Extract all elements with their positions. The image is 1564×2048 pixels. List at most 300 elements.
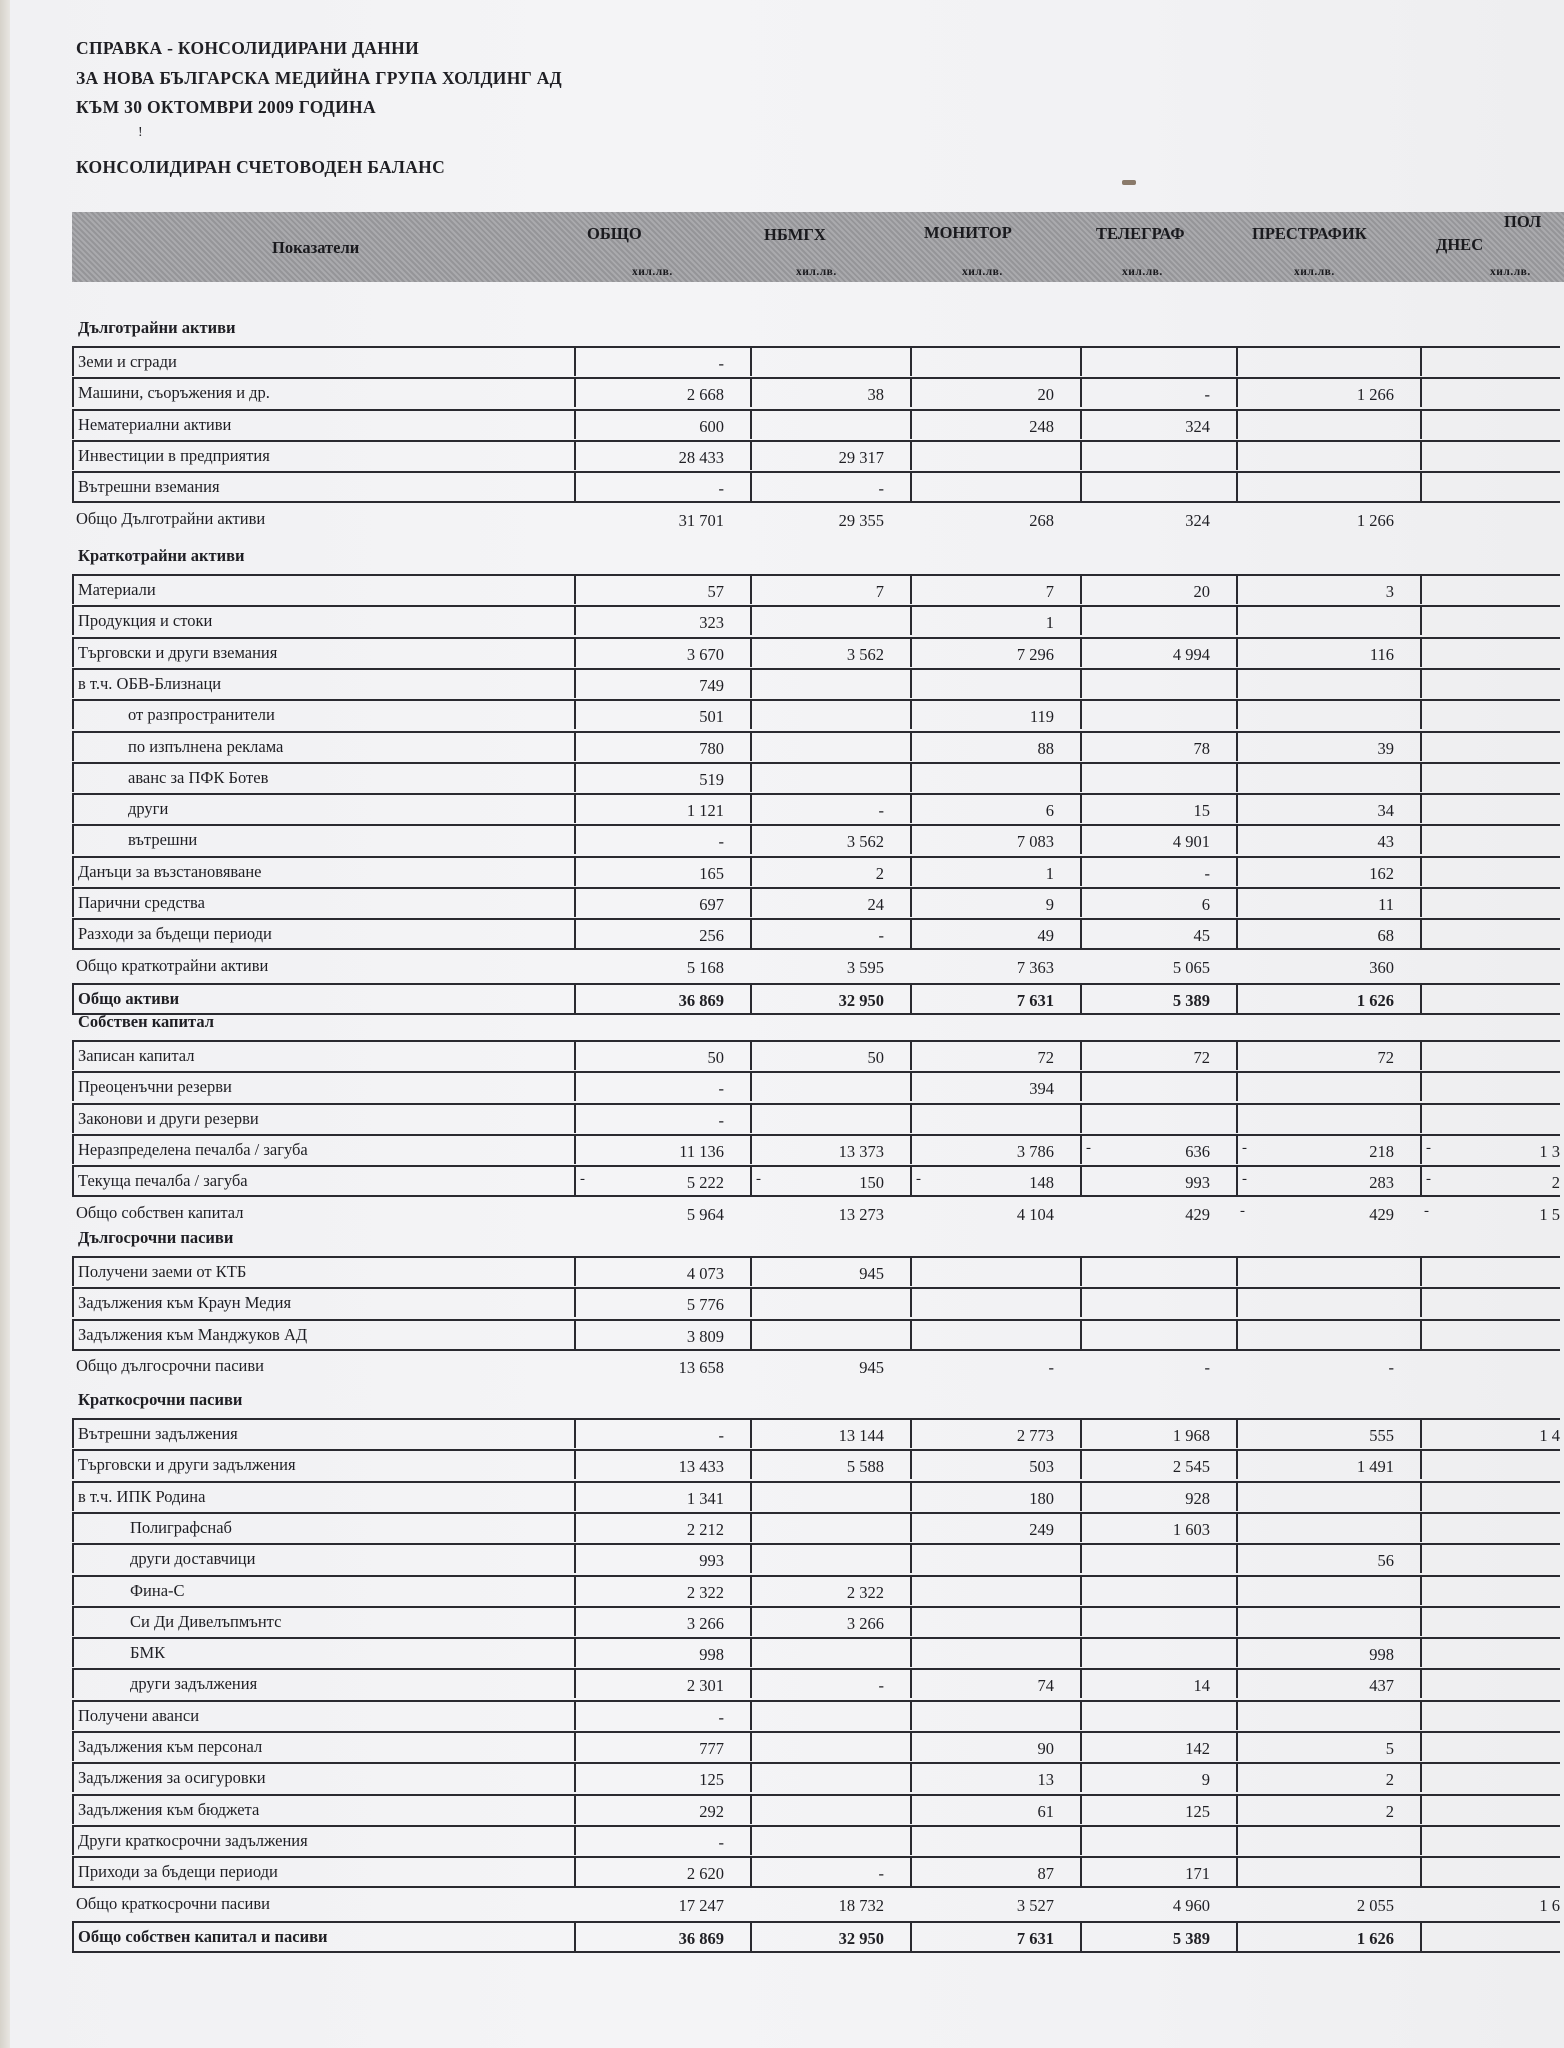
cell-value: 3 266 xyxy=(686,1613,724,1633)
cell-col-0 xyxy=(574,605,750,635)
cell-col-0 xyxy=(574,1512,750,1542)
cell-col-5 xyxy=(1420,824,1560,854)
cell-col-1 xyxy=(750,1794,910,1824)
cell-value: 18 732 xyxy=(838,1895,884,1915)
row-label: Общо дългосрочни пасиви xyxy=(76,1355,264,1375)
header-unit-prestrafik: хил.лв. xyxy=(1294,266,1335,278)
cell-value: 1 341 xyxy=(686,1488,724,1508)
cell-col-0 xyxy=(574,731,750,761)
cell-col-2 xyxy=(910,1890,1080,1920)
cell-col-5 xyxy=(1420,409,1560,439)
cell-col-1 xyxy=(750,856,910,886)
cell-col-0 xyxy=(574,1134,750,1164)
cell-value: 3 527 xyxy=(1016,1895,1054,1915)
cell-col-5 xyxy=(1420,1512,1560,1542)
row-label: Задължения към Краун Медия xyxy=(72,1287,574,1317)
cell-col-2 xyxy=(910,1319,1080,1351)
cell-col-1 xyxy=(750,1762,910,1792)
negative-sign: - xyxy=(756,1171,761,1188)
cell-col-2 xyxy=(910,762,1080,792)
cell-col-5 xyxy=(1420,731,1560,761)
cell-col-1 xyxy=(750,1256,910,1286)
row-label: в т.ч. ОБВ-Близнаци xyxy=(72,668,574,698)
cell-value: 2 773 xyxy=(1016,1426,1054,1445)
header-col-pol: ПОЛ xyxy=(1504,212,1542,231)
cell-col-3 xyxy=(1080,1543,1236,1573)
cell-value: 5 168 xyxy=(686,957,724,977)
header-col-dnes: ДНЕС xyxy=(1436,235,1484,254)
cell-col-2 xyxy=(910,1418,1080,1448)
row-label: други xyxy=(72,793,574,823)
cell-col-4 xyxy=(1236,1825,1420,1855)
cell-col-1 xyxy=(750,699,910,729)
cell-value: 749 xyxy=(699,675,724,695)
cell-value: 5 588 xyxy=(846,1457,884,1477)
cell-col-3 xyxy=(1080,918,1236,950)
cell-col-0 xyxy=(574,1668,750,1698)
cell-value: 1 968 xyxy=(1172,1426,1210,1445)
cell-col-2 xyxy=(910,793,1080,823)
row-label: Търговски и други вземания xyxy=(72,637,574,667)
cell-value: 7 631 xyxy=(1016,1928,1054,1948)
cell-col-5 xyxy=(1420,1071,1560,1101)
pen-mark: ! xyxy=(138,125,143,140)
cell-value: 13 144 xyxy=(838,1426,884,1445)
cell-value: 17 247 xyxy=(678,1895,724,1915)
cell-col-2 xyxy=(910,1199,1080,1229)
cell-value: 28 433 xyxy=(678,447,724,467)
cell-col-2 xyxy=(910,824,1080,854)
cell-col-3 xyxy=(1080,1512,1236,1542)
cell-col-5 xyxy=(1420,1481,1560,1511)
cell-col-2 xyxy=(910,1825,1080,1855)
header-unit-monitor: хил.лв. xyxy=(962,266,1003,278)
cell-value: 501 xyxy=(699,707,724,727)
cell-col-1 xyxy=(750,346,910,376)
cell-col-5 xyxy=(1420,1668,1560,1698)
cell-value: 993 xyxy=(1185,1173,1210,1193)
cell-col-3 xyxy=(1080,1794,1236,1824)
document-title-line-3: КЪМ 30 ОКТОМВРИ 2009 ГОДИНА xyxy=(76,97,376,117)
cell-col-4 xyxy=(1236,983,1420,1015)
cell-col-1 xyxy=(750,1700,910,1730)
cell-value: 2 668 xyxy=(686,385,724,405)
cell-value: 13 373 xyxy=(838,1141,884,1161)
cell-col-1 xyxy=(750,1668,910,1698)
cell-col-2 xyxy=(910,637,1080,667)
row-label: Нематериални активи xyxy=(72,409,574,439)
cell-col-3 xyxy=(1080,1199,1236,1229)
cell-col-2 xyxy=(910,471,1080,503)
cell-col-1 xyxy=(750,637,910,667)
cell-col-2 xyxy=(910,1794,1080,1824)
cell-col-2 xyxy=(910,1921,1080,1953)
cell-col-4 xyxy=(1236,824,1420,854)
cell-value: 68 xyxy=(1377,926,1394,946)
cell-value: 3 xyxy=(1385,582,1394,601)
cell-col-3 xyxy=(1080,1103,1236,1133)
cell-col-4 xyxy=(1236,1762,1420,1792)
cell-value: - xyxy=(1388,1357,1394,1377)
cell-col-4 xyxy=(1236,887,1420,917)
cell-col-0 xyxy=(574,887,750,917)
cell-col-1 xyxy=(750,918,910,950)
cell-col-5 xyxy=(1420,1921,1560,1953)
row-label: Задължения към Манджуков АД xyxy=(72,1319,574,1351)
cell-col-3 xyxy=(1080,1668,1236,1698)
cell-col-4 xyxy=(1236,731,1420,761)
cell-col-4 xyxy=(1236,1319,1420,1351)
cell-col-3 xyxy=(1080,952,1236,982)
cell-value: 3 266 xyxy=(846,1613,884,1633)
cell-value: 3 786 xyxy=(1016,1141,1054,1161)
cell-value: 1 266 xyxy=(1356,510,1394,530)
cell-col-4 xyxy=(1236,918,1420,950)
cell-col-2 xyxy=(910,1481,1080,1511)
cell-col-1 xyxy=(750,1481,910,1511)
cell-col-2 xyxy=(910,668,1080,698)
cell-col-0 xyxy=(574,440,750,470)
cell-value: 1 626 xyxy=(1356,1928,1394,1948)
cell-value: 1 603 xyxy=(1172,1519,1210,1539)
section-heading: Собствен капитал xyxy=(78,1012,214,1031)
cell-col-0 xyxy=(574,1040,750,1070)
row-label: Си Ди Дивелъпмънтс xyxy=(72,1606,574,1636)
cell-col-1 xyxy=(750,471,910,503)
header-col-telegraf: ТЕЛЕГРАФ xyxy=(1096,224,1185,243)
cell-col-3 xyxy=(1080,605,1236,635)
cell-col-3 xyxy=(1080,1731,1236,1761)
cell-col-4 xyxy=(1236,605,1420,635)
row-label: Полиграфснаб xyxy=(72,1512,574,1542)
cell-col-4 xyxy=(1236,1449,1420,1479)
cell-value: - xyxy=(718,1707,724,1727)
cell-col-2 xyxy=(910,1543,1080,1573)
cell-value: 998 xyxy=(1369,1645,1394,1665)
row-label: Задължения към персонал xyxy=(72,1731,574,1761)
cell-col-0 xyxy=(574,918,750,950)
cell-col-0 xyxy=(574,1449,750,1479)
cell-col-5 xyxy=(1420,952,1560,982)
row-label: Вътрешни задължения xyxy=(72,1418,574,1448)
cell-value: - xyxy=(718,1110,724,1130)
cell-value: 29 317 xyxy=(838,447,884,467)
cell-value: 20 xyxy=(1193,582,1210,601)
cell-col-2 xyxy=(910,731,1080,761)
cell-value: 292 xyxy=(699,1801,724,1821)
cell-value: 45 xyxy=(1193,926,1210,946)
cell-col-0 xyxy=(574,505,750,535)
cell-value: 29 355 xyxy=(838,510,884,530)
cell-col-0 xyxy=(574,1481,750,1511)
cell-col-0 xyxy=(574,668,750,698)
cell-value: 1 3 xyxy=(1539,1141,1560,1161)
cell-col-5 xyxy=(1420,1449,1560,1479)
cell-col-5 xyxy=(1420,1606,1560,1636)
cell-value: 32 950 xyxy=(838,1928,884,1948)
cell-col-3 xyxy=(1080,637,1236,667)
cell-col-2 xyxy=(910,1512,1080,1542)
cell-col-5 xyxy=(1420,1256,1560,1286)
balance-sheet-title: КОНСОЛИДИРАН СЧЕТОВОДЕН БАЛАНС xyxy=(76,157,446,177)
cell-value: 324 xyxy=(1185,510,1210,530)
cell-col-4 xyxy=(1236,856,1420,886)
cell-col-1 xyxy=(750,1199,910,1229)
row-label: Вътрешни вземания xyxy=(72,471,574,503)
cell-col-1 xyxy=(750,983,910,1015)
cell-col-5 xyxy=(1420,1762,1560,1792)
cell-col-5 xyxy=(1420,1319,1560,1351)
cell-col-0 xyxy=(574,1319,750,1351)
cell-col-2 xyxy=(910,699,1080,729)
cell-col-0 xyxy=(574,1165,750,1197)
cell-col-1 xyxy=(750,1825,910,1855)
row-label: Материали xyxy=(72,574,574,604)
row-label: Неразпределена печалба / загуба xyxy=(72,1134,574,1164)
cell-col-5 xyxy=(1420,1890,1560,1920)
cell-col-1 xyxy=(750,505,910,535)
cell-col-0 xyxy=(574,1256,750,1286)
cell-col-3 xyxy=(1080,1418,1236,1448)
cell-col-4 xyxy=(1236,1418,1420,1448)
cell-col-0 xyxy=(574,1794,750,1824)
cell-col-4 xyxy=(1236,762,1420,792)
cell-col-2 xyxy=(910,574,1080,604)
cell-col-5 xyxy=(1420,637,1560,667)
cell-value: 429 xyxy=(1185,1204,1210,1224)
cell-col-3 xyxy=(1080,1575,1236,1605)
row-label: Преоценъчни резерви xyxy=(72,1071,574,1101)
cell-col-3 xyxy=(1080,1071,1236,1101)
cell-col-3 xyxy=(1080,1762,1236,1792)
cell-col-3 xyxy=(1080,1856,1236,1888)
cell-col-1 xyxy=(750,1319,910,1351)
cell-value: 2 545 xyxy=(1172,1457,1210,1477)
cell-col-4 xyxy=(1236,1199,1420,1229)
cell-value: 2 xyxy=(1385,1770,1394,1790)
cell-value: 88 xyxy=(1037,738,1054,758)
cell-col-3 xyxy=(1080,471,1236,503)
header-unit-nbmgh: хил.лв. xyxy=(796,266,837,278)
cell-col-4 xyxy=(1236,1575,1420,1605)
cell-col-4 xyxy=(1236,668,1420,698)
cell-value: 2 xyxy=(1385,1801,1394,1821)
cell-value: 1 121 xyxy=(686,801,724,821)
cell-col-2 xyxy=(910,1165,1080,1197)
cell-col-1 xyxy=(750,887,910,917)
cell-col-3 xyxy=(1080,1449,1236,1479)
cell-col-0 xyxy=(574,1287,750,1317)
cell-col-1 xyxy=(750,440,910,470)
cell-value: 125 xyxy=(1185,1801,1210,1821)
cell-value: 2 322 xyxy=(686,1582,724,1602)
cell-col-3 xyxy=(1080,1481,1236,1511)
cell-col-5 xyxy=(1420,1134,1560,1164)
cell-col-0 xyxy=(574,1890,750,1920)
cell-col-0 xyxy=(574,1731,750,1761)
row-label: Общо краткосрочни пасиви xyxy=(76,1893,271,1913)
header-indicators: Показатели xyxy=(272,238,360,257)
cell-value: 945 xyxy=(859,1357,884,1377)
cell-col-1 xyxy=(750,1165,910,1197)
cell-col-0 xyxy=(574,1352,750,1382)
row-label: вътрешни xyxy=(72,824,574,854)
header-col-prestrafik: ПРЕСТРАФИК xyxy=(1252,224,1367,243)
cell-col-5 xyxy=(1420,983,1560,1015)
cell-col-4 xyxy=(1236,1071,1420,1101)
cell-value: 5 389 xyxy=(1172,990,1210,1010)
cell-value: 780 xyxy=(699,738,724,758)
row-label: аванс за ПФК Ботев xyxy=(72,762,574,792)
cell-value: - xyxy=(878,801,884,821)
cell-col-0 xyxy=(574,699,750,729)
cell-col-4 xyxy=(1236,793,1420,823)
row-label: БМК xyxy=(72,1637,574,1667)
cell-col-2 xyxy=(910,856,1080,886)
cell-col-4 xyxy=(1236,1481,1420,1511)
cell-value: 2 212 xyxy=(686,1519,724,1539)
cell-col-3 xyxy=(1080,1287,1236,1317)
cell-col-1 xyxy=(750,952,910,982)
header-unit-total: хил.лв. xyxy=(632,266,673,278)
cell-value: 945 xyxy=(859,1264,884,1283)
cell-value: 6 xyxy=(1045,801,1054,821)
cell-col-5 xyxy=(1420,918,1560,950)
cell-col-5 xyxy=(1420,762,1560,792)
cell-col-2 xyxy=(910,505,1080,535)
cell-col-5 xyxy=(1420,793,1560,823)
cell-col-3 xyxy=(1080,824,1236,854)
cell-col-3 xyxy=(1080,1319,1236,1351)
cell-col-0 xyxy=(574,1199,750,1229)
cell-value: 1 266 xyxy=(1356,385,1394,405)
row-label: Общо активи xyxy=(72,983,574,1015)
cell-col-0 xyxy=(574,1606,750,1636)
cell-col-2 xyxy=(910,605,1080,635)
cell-col-3 xyxy=(1080,699,1236,729)
cell-col-5 xyxy=(1420,1825,1560,1855)
cell-value: 4 960 xyxy=(1172,1895,1210,1915)
cell-value: 171 xyxy=(1185,1864,1210,1884)
row-label: Данъци за възстановяване xyxy=(72,856,574,886)
cell-col-2 xyxy=(910,1762,1080,1792)
cell-value: 2 301 xyxy=(686,1676,724,1696)
table-header xyxy=(72,212,1564,282)
cell-value: 2 xyxy=(875,863,884,883)
cell-value: 256 xyxy=(699,926,724,946)
cell-col-3 xyxy=(1080,856,1236,886)
cell-col-0 xyxy=(574,1071,750,1101)
row-label: Законови и други резерви xyxy=(72,1103,574,1133)
cell-value: 6 xyxy=(1201,895,1210,914)
cell-value: 13 658 xyxy=(678,1357,724,1377)
cell-col-2 xyxy=(910,1856,1080,1888)
cell-col-2 xyxy=(910,1352,1080,1382)
cell-value: 31 701 xyxy=(678,510,724,530)
cell-col-4 xyxy=(1236,1134,1420,1164)
cell-value: - xyxy=(1204,385,1210,405)
cell-col-2 xyxy=(910,952,1080,982)
cell-value: 11 xyxy=(1378,895,1394,914)
cell-col-1 xyxy=(750,574,910,604)
row-label: Парични средства xyxy=(72,887,574,917)
cell-value: 2 620 xyxy=(686,1864,724,1884)
cell-col-5 xyxy=(1420,699,1560,729)
row-label: в т.ч. ИПК Родина xyxy=(72,1481,574,1511)
cell-value: - xyxy=(718,1079,724,1099)
row-label: Общо собствен капитал xyxy=(76,1202,244,1222)
cell-col-4 xyxy=(1236,1921,1420,1953)
cell-value: 3 595 xyxy=(846,957,884,977)
cell-col-4 xyxy=(1236,1512,1420,1542)
cell-value: 218 xyxy=(1369,1141,1394,1161)
cell-value: - xyxy=(1204,863,1210,883)
cell-value: 437 xyxy=(1369,1676,1394,1696)
cell-value: - xyxy=(878,1676,884,1696)
cell-value: 519 xyxy=(699,769,724,789)
cell-value: 4 994 xyxy=(1172,644,1210,664)
cell-col-3 xyxy=(1080,1165,1236,1197)
cell-value: 1 6 xyxy=(1539,1895,1560,1915)
cell-col-4 xyxy=(1236,409,1420,439)
cell-value: 50 xyxy=(867,1048,884,1067)
row-label: по изпълнена реклама xyxy=(72,731,574,761)
cell-col-4 xyxy=(1236,1352,1420,1382)
cell-value: 3 562 xyxy=(846,644,884,664)
cell-value: 248 xyxy=(1029,416,1054,436)
cell-value: 1 5 xyxy=(1539,1204,1560,1224)
cell-value: 5 065 xyxy=(1172,957,1210,977)
document-title-line-2: ЗА НОВА БЪЛГАРСКА МЕДИЙНА ГРУПА ХОЛДИНГ АД xyxy=(76,68,563,88)
cell-value: 2 055 xyxy=(1356,1895,1394,1915)
cell-col-0 xyxy=(574,1856,750,1888)
cell-col-5 xyxy=(1420,1731,1560,1761)
cell-value: 5 222 xyxy=(686,1173,724,1193)
cell-col-3 xyxy=(1080,1606,1236,1636)
cell-col-1 xyxy=(750,731,910,761)
cell-col-1 xyxy=(750,793,910,823)
negative-sign: - xyxy=(1426,1171,1431,1188)
cell-col-4 xyxy=(1236,1668,1420,1698)
cell-value: 503 xyxy=(1029,1457,1054,1477)
section-heading: Дългосрочни пасиви xyxy=(78,1228,234,1247)
cell-value: 72 xyxy=(1193,1048,1210,1067)
row-label: Получени аванси xyxy=(72,1700,574,1730)
cell-col-5 xyxy=(1420,1637,1560,1667)
cell-col-1 xyxy=(750,1071,910,1101)
cell-col-1 xyxy=(750,605,910,635)
cell-col-3 xyxy=(1080,1921,1236,1953)
cell-col-2 xyxy=(910,1040,1080,1070)
document-page xyxy=(10,0,1564,2048)
row-label: Фина-С xyxy=(72,1575,574,1605)
cell-value: - xyxy=(878,1864,884,1884)
cell-value: 49 xyxy=(1037,926,1054,946)
cell-col-2 xyxy=(910,983,1080,1015)
cell-col-5 xyxy=(1420,1794,1560,1824)
cell-col-4 xyxy=(1236,1103,1420,1133)
cell-col-1 xyxy=(750,1606,910,1636)
cell-col-1 xyxy=(750,1543,910,1573)
cell-value: 1 xyxy=(1045,613,1054,633)
cell-col-1 xyxy=(750,1731,910,1761)
cell-col-2 xyxy=(910,1103,1080,1133)
cell-value: 72 xyxy=(1377,1048,1394,1067)
row-label: Общо Дълготрайни активи xyxy=(76,508,266,528)
cell-col-2 xyxy=(910,1700,1080,1730)
cell-col-5 xyxy=(1420,1040,1560,1070)
cell-col-2 xyxy=(910,1575,1080,1605)
